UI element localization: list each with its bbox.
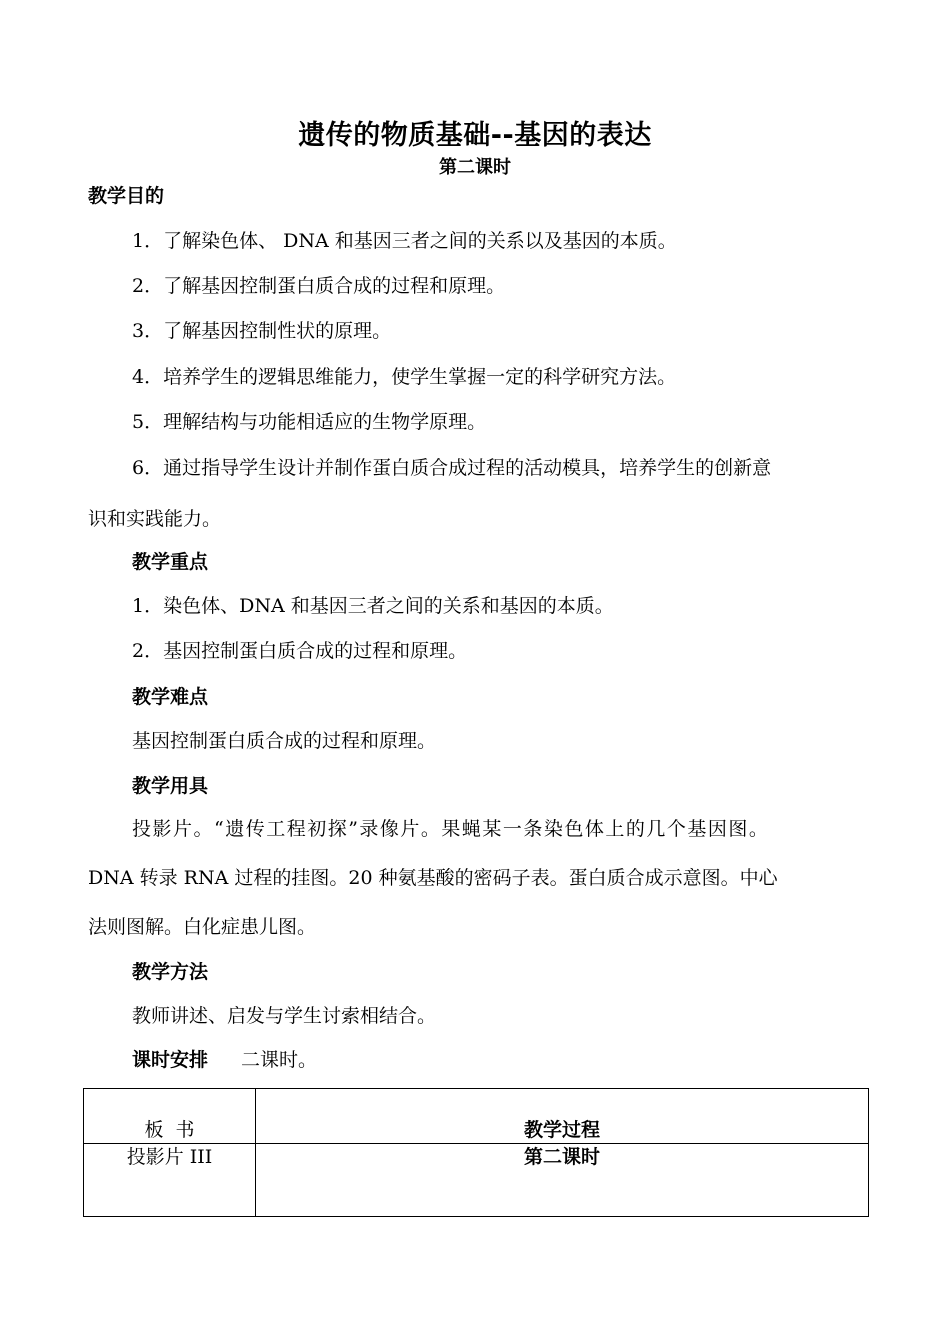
schedule-text: 二课时。 [241, 1049, 318, 1071]
objective-item: 1．了解染色体、 DNA 和基因三者之间的关系以及基因的本质。 [132, 230, 677, 252]
objective-item-continuation: 识和实践能力。 [88, 508, 222, 530]
table-row [84, 1144, 869, 1217]
process-cell: 第二课时 [256, 1144, 869, 1217]
difficulties-text: 基因控制蛋白质合成的过程和原理。 [132, 730, 437, 752]
methods-text: 教师讲述、启发与学生讨索相结合。 [132, 1005, 437, 1027]
difficulties-heading: 教学难点 [132, 686, 209, 708]
tools-line: 法则图解。白化症患儿图。 [88, 916, 317, 938]
process-column-header: 教学过程 [256, 1089, 869, 1144]
objective-item: 3．了解基因控制性状的原理。 [132, 320, 392, 342]
key-point-item: 2．基因控制蛋白质合成的过程和原理。 [132, 640, 468, 662]
objective-item: 4．培养学生的逻辑思维能力，使学生掌握一定的科学研究方法。 [132, 366, 677, 388]
objectives-heading: 教学目的 [88, 185, 165, 207]
document-subtitle: 第二课时 [439, 157, 511, 178]
objective-item: 6．通过指导学生设计并制作蛋白质合成过程的活动模具，培养学生的创新意 [132, 457, 772, 479]
document-title: 遗传的物质基础--基因的表达 [298, 120, 652, 151]
table-header-row [84, 1089, 869, 1144]
board-cell: 投影片 III [84, 1144, 256, 1217]
key-point-item: 1．染色体、DNA 和基因三者之间的关系和基因的本质。 [132, 595, 614, 617]
board-column-header: 板 书 [84, 1089, 256, 1144]
tools-line: 投影片。“遗传工程初探”录像片。果蝇某一条染色体上的几个基因图。 [132, 818, 770, 840]
methods-heading: 教学方法 [132, 961, 209, 983]
lesson-process-table [83, 1088, 869, 1217]
tools-line: DNA 转录 RNA 过程的挂图。20 种氨基酸的密码子表。蛋白质合成示意图。中心 [88, 867, 778, 889]
objective-item: 5．理解结构与功能相适应的生物学原理。 [132, 411, 487, 433]
objective-item: 2．了解基因控制蛋白质合成的过程和原理。 [132, 275, 506, 297]
tools-heading: 教学用具 [132, 775, 209, 797]
schedule-heading: 课时安排 [132, 1049, 209, 1071]
key-points-heading: 教学重点 [132, 551, 209, 573]
